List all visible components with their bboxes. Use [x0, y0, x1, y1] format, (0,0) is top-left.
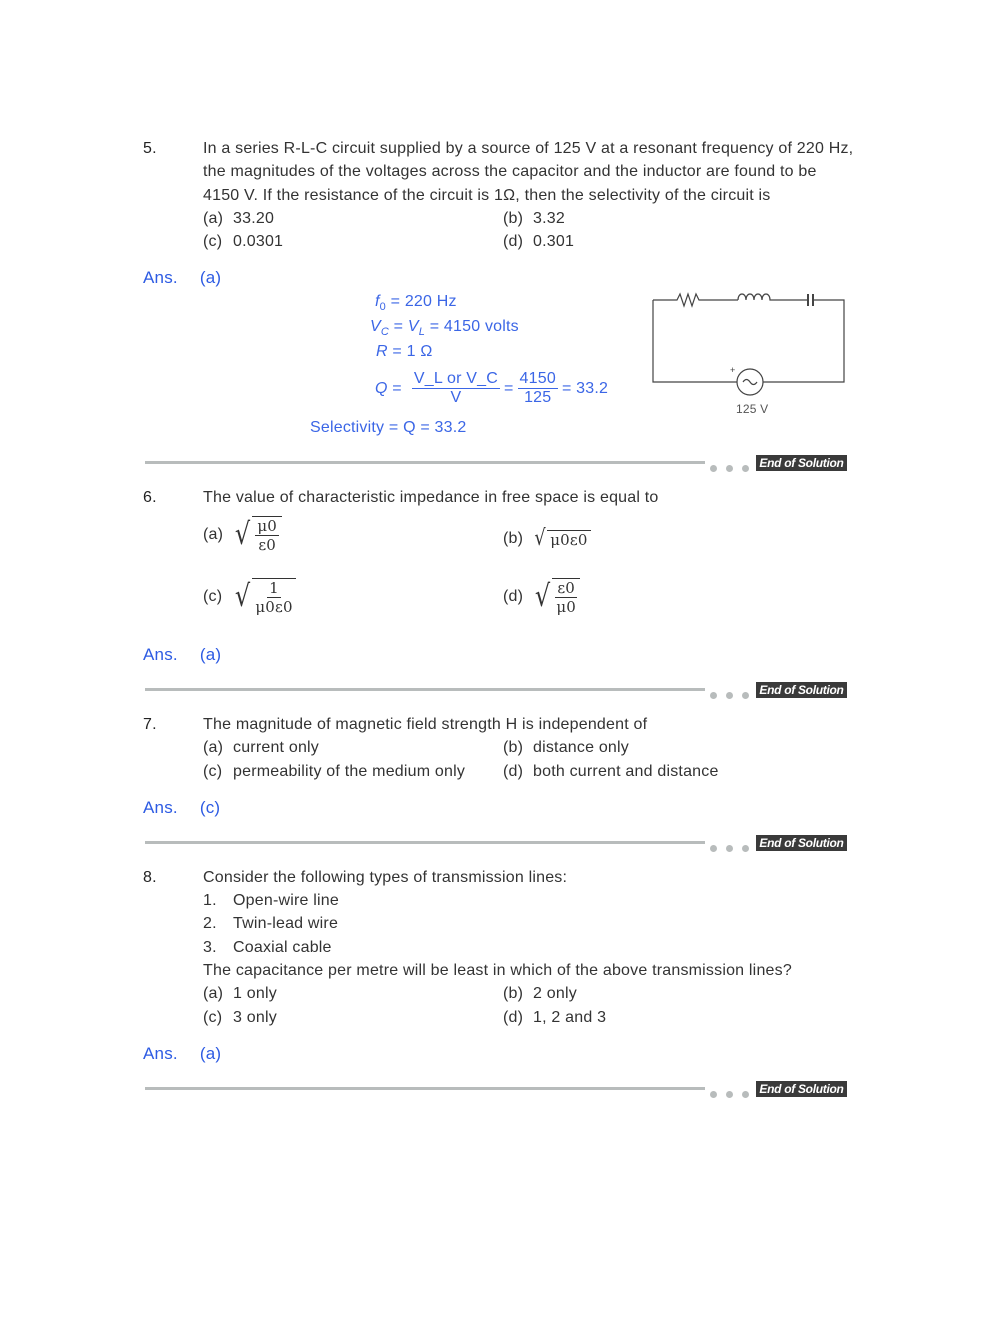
option-c: (c) √ $\frac{1}{\mu 0\varepsilon 0}$: [203, 578, 296, 616]
divider: [145, 841, 705, 844]
option-a: (a) 1 only: [203, 985, 277, 1002]
option-c: (c) 0.0301: [203, 233, 284, 250]
option-d: (d) 0.301: [503, 233, 575, 250]
solution-f0: $f_0 = 220$ Hz: [375, 293, 457, 314]
option-a: (a) 33.20: [203, 210, 275, 227]
option-b: (b) √ μ0ε0: [503, 528, 591, 550]
end-of-solution-badge: End of Solution: [756, 1081, 847, 1097]
divider: [145, 1087, 705, 1090]
divider-dots: [710, 459, 758, 477]
option-b: (b) 3.32: [503, 210, 565, 227]
question-text: Consider the following types of transmission lines:: [203, 869, 568, 886]
answer: Ans. (a): [143, 268, 222, 287]
option-d: (d) 1, 2 and 3: [503, 1009, 607, 1026]
question-number: 6.: [143, 489, 157, 506]
option-d: (d) both current and distance: [503, 763, 719, 780]
option-d: (d) √ $\frac{\varepsilon 0}{\mu 0}$: [503, 578, 580, 616]
option-b: (b) 2 only: [503, 985, 577, 1002]
question-text: The capacitance per metre will be least in which of the above transmission lines?: [203, 962, 792, 979]
solution-vc-vl: $V_C = V_L = 4150$ volts: [370, 318, 519, 339]
solution-r: R = 1 Ω: [376, 343, 433, 360]
list-item: 1. Open-wire line: [203, 892, 339, 909]
question-number: 8.: [143, 869, 157, 886]
divider-dots: [710, 1085, 758, 1103]
option-a: (a) √ $\frac{\mu 0}{\varepsilon 0}$: [203, 516, 282, 554]
answer: Ans. (a): [143, 645, 222, 664]
option-c: (c) 3 only: [203, 1009, 277, 1026]
end-of-solution-badge: End of Solution: [756, 455, 847, 471]
circuit-source-label: 125 V: [736, 402, 769, 416]
question-text: In a series R-L-C circuit supplied by a source of 125 V at a resonant frequency of 220 Hz,: [203, 140, 854, 157]
option-c: (c) permeability of the medium only: [203, 763, 466, 780]
solution-selectivity: Selectivity = Q = 33.2: [310, 419, 467, 436]
solution-q: Q = $\frac{\text{V\_L or V\_C}}{V}$ = $\frac{4150}{125}$ = 33.2: [375, 370, 609, 406]
option-b: (b) distance only: [503, 739, 629, 756]
question-text: the magnitudes of the voltages across the capacitor and the inductor are found to be: [203, 163, 817, 180]
list-item: 3. Coaxial cable: [203, 939, 332, 956]
question-number: 5.: [143, 140, 157, 157]
divider-dots: [710, 839, 758, 857]
divider: [145, 461, 705, 464]
rlc-circuit-diagram: [650, 288, 850, 398]
end-of-solution-badge: End of Solution: [756, 835, 847, 851]
answer: Ans. (c): [143, 798, 221, 817]
option-a: (a) current only: [203, 739, 319, 756]
list-item: 2. Twin-lead wire: [203, 915, 339, 932]
question-text: The value of characteristic impedance in free space is equal to: [203, 489, 659, 506]
divider: [145, 688, 705, 691]
question-number: 7.: [143, 716, 157, 733]
question-text: 4150 V. If the resistance of the circuit is 1Ω, then the selectivity of the circuit is: [203, 187, 771, 204]
svg-text:+: +: [730, 365, 736, 375]
answer: Ans. (a): [143, 1044, 222, 1063]
question-text: The magnitude of magnetic field strength H is independent of: [203, 716, 648, 733]
end-of-solution-badge: End of Solution: [756, 682, 847, 698]
divider-dots: [710, 686, 758, 704]
